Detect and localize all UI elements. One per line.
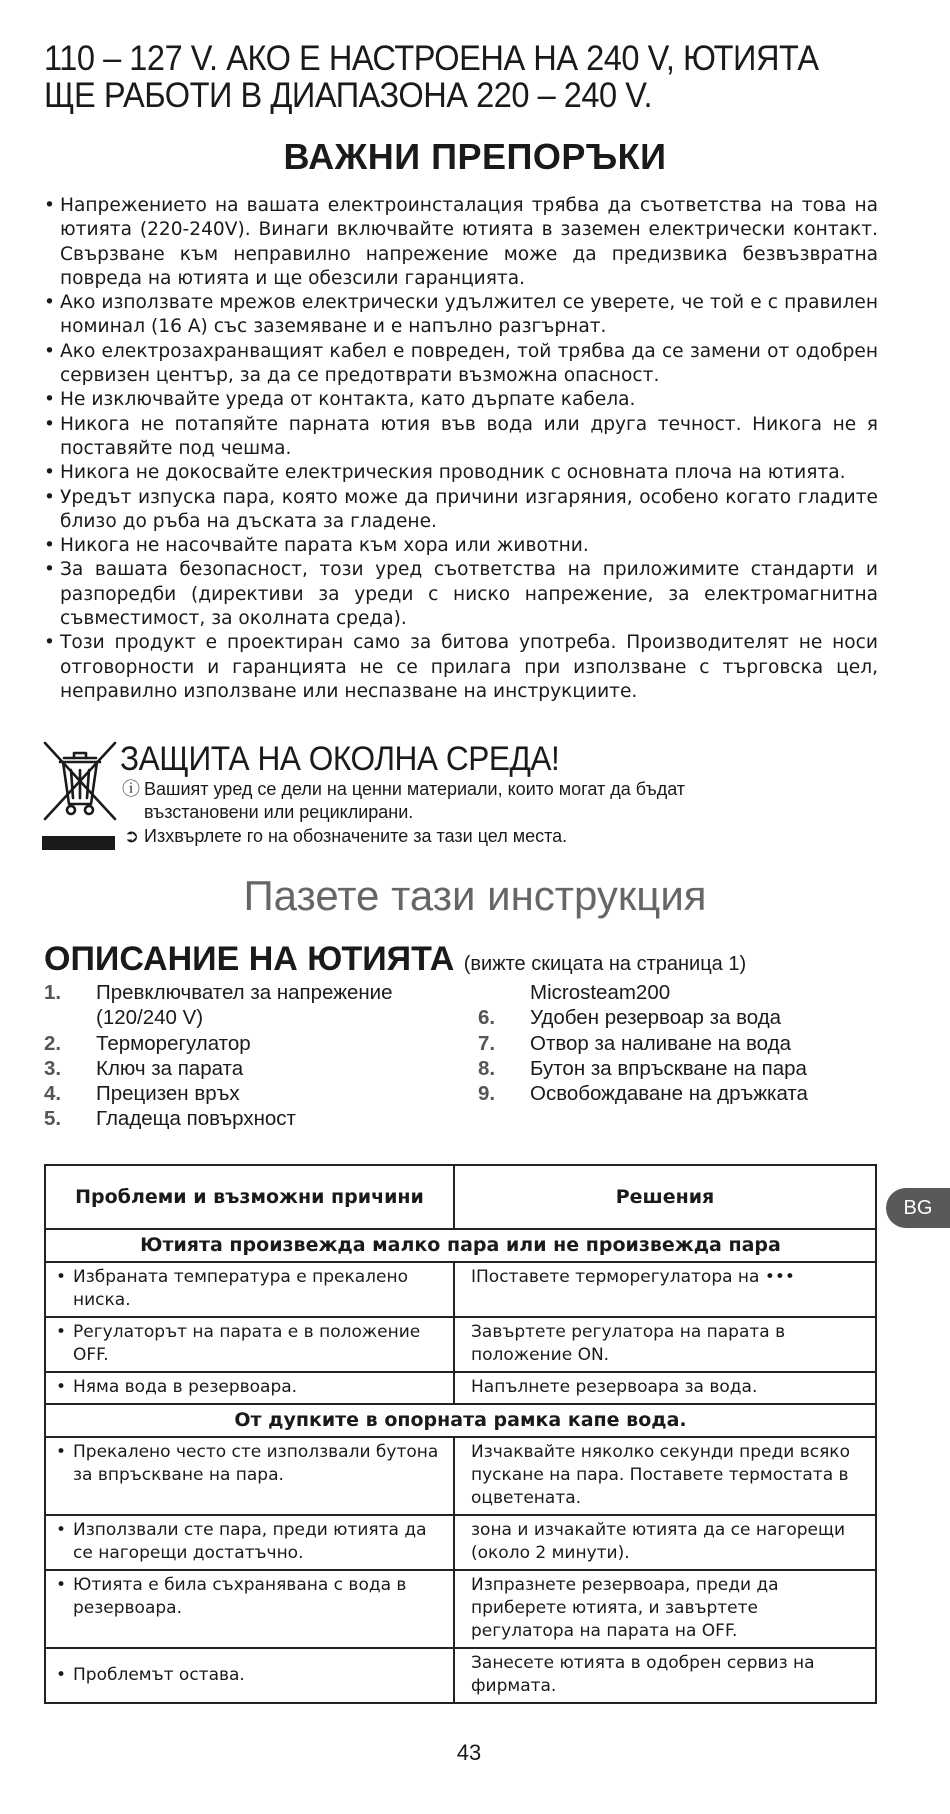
problem-cell — [45, 1437, 454, 1515]
environment-info-text-1: Вашият уред се дели на ценни материали, които могат да бъдат — [144, 779, 686, 799]
solution-cell: Напълнете резервоара за вода. — [454, 1372, 876, 1404]
problem-text: • Прекалено често сте използвали бутона за впръскване на пара. — [56, 1441, 443, 1487]
list-item — [478, 1005, 898, 1030]
list-item: Microsteam200 — [530, 981, 671, 1004]
solution-cell: зона и изчакайте ютията да се нагорещи (около 2 минути). — [454, 1515, 876, 1570]
problem-cell — [45, 1648, 454, 1703]
crossed-out-wheelie-bin-icon — [42, 740, 118, 822]
solution-cell: Изчаквайте няколко секунди преди всяко пускане на пара. Поставете термостата в оцветената. — [454, 1437, 876, 1515]
list-item: • Уредът изпуска пара, която може да причини изгаряния, особено когато гладите близо до ръба на дъската за гладене. — [44, 486, 878, 535]
table-row — [45, 1515, 876, 1570]
list-item — [44, 1081, 444, 1106]
column-header-problems: Проблеми и възможни причини — [45, 1165, 454, 1229]
table-row — [45, 1648, 876, 1703]
list-item: • Напрежението на вашата електроинсталация трябва да съответства на това на ютията (220-240V). Винаги включвайте ютията в заземен електрически контакт. Свързване към неправилно напрежение може да предизвика безвъзвратна повреда на ютията и ще обезсили гаранцията. — [44, 194, 878, 291]
environment-title: ЗАЩИТА НА ОКОЛНА СРЕДА! — [120, 740, 560, 778]
description-subtitle: (вижте скицата на страница 1) — [463, 953, 747, 975]
part-label: Отвор за наливане на вода — [530, 1031, 791, 1055]
keep-instructions-heading: Пазете тази инструкция — [243, 872, 707, 919]
table-row — [45, 1372, 876, 1404]
list-item — [44, 1031, 444, 1056]
problem-text: • Няма вода в резервоара. — [56, 1376, 443, 1399]
list-item: • Никога не насочвайте парата към хора или животни. — [44, 534, 878, 558]
problem-text: • Регулаторът на парата е в положение OFF. — [56, 1321, 443, 1367]
part-number: 1. — [44, 981, 62, 1004]
problem-text: • Избраната температура е прекалено ниска. — [56, 1266, 443, 1312]
parts-list-right — [478, 980, 898, 1106]
problem-text: • Ютията е била съхранявана с вода в резервоара. — [56, 1574, 443, 1620]
solution-cell: Изпразнете резервоара, преди да приберете ютията, и завъртете регулатора на парата на OFF. — [454, 1570, 876, 1648]
list-item — [44, 1056, 444, 1081]
part-label: Удобен резервоар за вода — [530, 1006, 782, 1030]
table-row — [45, 1262, 876, 1317]
list-item: • За вашата безопасност, този уред съответства на приложимите стандарти и разпоредби (директиви за уреди с ниско напрежение, за електромагнитна съвместимост, за околната среда). — [44, 558, 878, 631]
column-header-solutions: Решения — [454, 1165, 876, 1229]
list-item: • Не изключвайте уреда от контакта, като дърпате кабела. — [44, 388, 878, 412]
list-item: • Този продукт е проектиран само за битова употреба. Производителят не носи отговорности и гаранцията не се прилага при използване с търговска цел, неправилно използване или неспазване на инструкциите. — [44, 631, 878, 704]
troubleshooting-table — [44, 1164, 877, 1704]
list-item — [44, 1106, 444, 1131]
voltage-intro-text: 110 – 127 V. АКО Е НАСТРОЕНА НА 240 V, ЮТИЯТА ЩЕ РАБОТИ В ДИАПАЗОНА 220 – 240 V. — [44, 39, 819, 115]
list-item: • Ако електрозахранващият кабел е повреден, той трябва да се замени от одобрен сервизен център, за да се предотврати възможна опасност. — [44, 340, 878, 389]
table-section-row — [45, 1404, 876, 1437]
problem-text: • Използвали сте пара, преди ютията да се нагорещи достатъчно. — [56, 1519, 443, 1565]
list-item: • Никога не докосвайте електрическия проводник с основната плоча на ютията. — [44, 461, 878, 485]
problem-cell — [45, 1262, 454, 1317]
part-label: Превключвател за напрежение (120/240 V) — [96, 981, 393, 1030]
environment-action-text: Изхвърлете го на обозначените за тази цел места. — [144, 826, 568, 846]
part-number: 8. — [478, 1056, 496, 1080]
part-number: 5. — [44, 1107, 62, 1131]
environment-section — [42, 740, 902, 860]
problem-cell — [45, 1570, 454, 1648]
part-number: 4. — [44, 1082, 62, 1106]
recommendations-list — [44, 194, 878, 704]
list-item — [44, 980, 444, 1031]
table-row — [45, 1570, 876, 1648]
problem-text: • Проблемът остава. — [56, 1664, 443, 1687]
solution-cell: Занесете ютията в одобрен сервиз на фирмата. — [454, 1648, 876, 1703]
part-number: 7. — [478, 1031, 496, 1055]
environment-action-line — [124, 825, 567, 847]
solution-cell: Завъртете регулатора на парата в положение ON. — [454, 1317, 876, 1372]
list-item — [478, 1056, 898, 1081]
environment-info-line — [122, 778, 685, 800]
info-icon: ⓘ — [122, 779, 140, 799]
part-number: 9. — [478, 1082, 496, 1106]
parts-list-left — [44, 980, 444, 1132]
part-number: 2. — [44, 1031, 62, 1055]
problem-cell — [45, 1372, 454, 1404]
part-label: Бутон за впръскване на пара — [530, 1056, 807, 1080]
divider-bar — [42, 836, 115, 850]
list-item — [478, 1081, 898, 1106]
list-item: • Ако използвате мрежов електрически удължител се уверете, че той е с правилен номинал (16 A) със заземяване и е напълно разгърнат. — [44, 291, 878, 340]
table-row — [45, 1437, 876, 1515]
part-label: Терморегулатор — [96, 1031, 251, 1055]
part-label: Освобождаване на дръжката — [530, 1082, 808, 1106]
language-tab-label: BG — [903, 1197, 933, 1219]
arrow-icon: ➲ — [124, 826, 140, 846]
recommendations-title: ВАЖНИ ПРЕПОРЪКИ — [283, 136, 667, 177]
section-title: Ютията произвежда малко пара или не произвежда пара — [45, 1229, 876, 1262]
description-title: ОПИСАНИЕ НА ЮТИЯТА — [44, 940, 455, 978]
table-section-row — [45, 1229, 876, 1262]
table-row — [45, 1317, 876, 1372]
list-item — [478, 1031, 898, 1056]
environment-info-line-2: възстановени или рециклирани. — [144, 802, 414, 822]
problem-cell — [45, 1515, 454, 1570]
problem-cell — [45, 1317, 454, 1372]
solution-cell: IПоставете терморегулатора на ••• — [454, 1262, 876, 1317]
page-number: 43 — [456, 1740, 482, 1765]
part-number: 3. — [44, 1056, 62, 1080]
part-number: 6. — [478, 1006, 496, 1030]
description-heading — [44, 940, 746, 979]
part-label: Ключ за парата — [96, 1056, 244, 1080]
section-title: От дупките в опорната рамка капе вода. — [45, 1404, 876, 1437]
table-header-row — [45, 1165, 876, 1229]
part-label: Прецизен връх — [96, 1082, 240, 1106]
language-tab — [886, 1188, 950, 1228]
part-label: Гладеща повърхност — [96, 1107, 296, 1131]
list-item: • Никога не потапяйте парната ютия във вода или друга течност. Никога не я поставяйте под чешма. — [44, 413, 878, 462]
